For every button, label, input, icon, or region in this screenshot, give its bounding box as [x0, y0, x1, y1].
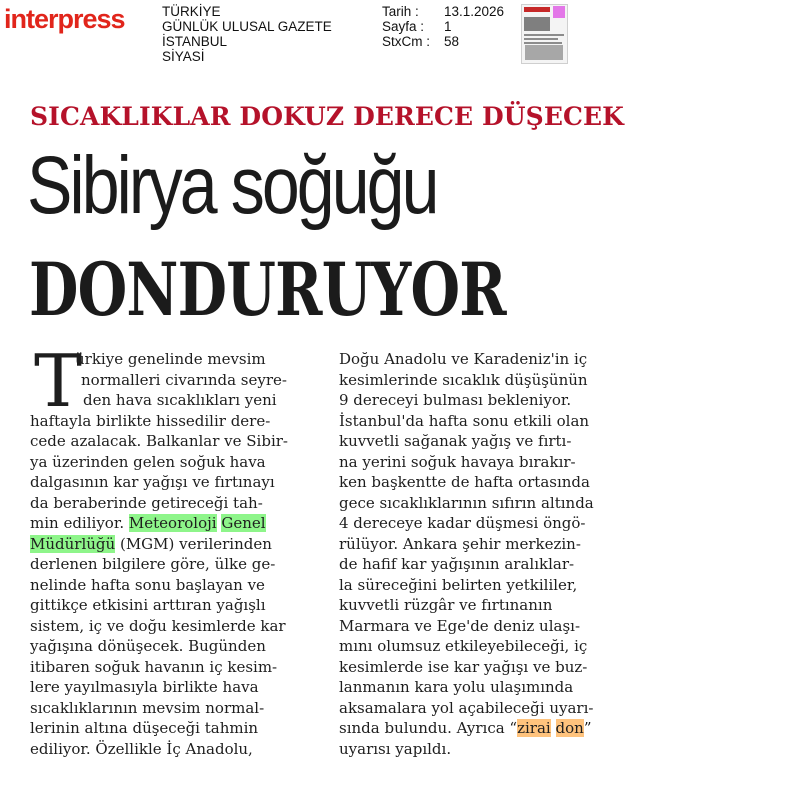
publication-city: İSTANBUL — [162, 34, 228, 49]
text-line: cede azalacak. Balkanlar ve Sibir- — [30, 432, 288, 450]
text-line: den hava sıcaklıkları yeni — [83, 391, 277, 409]
clipping-info — [382, 4, 504, 49]
page-label: Sayfa : — [382, 19, 425, 34]
text-line: da beraberinde getireceği tah- — [30, 493, 263, 512]
stxcm-label: StxCm : — [382, 34, 431, 49]
page-value: 1 — [444, 19, 452, 34]
text-line: sıcaklıklarının mevsim normal- — [30, 698, 265, 717]
keyword-highlight: zirai — [517, 719, 551, 737]
text-line: 9 dereceyi bulması bekleniyor. — [339, 391, 572, 409]
text-line: aksamalara yol açabileceği uyarı- — [339, 698, 594, 717]
interpress-logo: interpress — [4, 4, 125, 34]
date-label: Tarih : — [382, 4, 419, 19]
text-line: lanmanın kara yolu ulaşımında — [339, 678, 574, 696]
text-line: dalgasının kar yağışı ve fırtınayı — [30, 473, 275, 491]
thumbnail-text-line — [524, 34, 564, 36]
text-line: haftayla birlikte hissedilir dere- — [30, 411, 271, 430]
text-line: ken başkentte de hafta ortasında — [339, 473, 590, 491]
text-line — [30, 513, 315, 534]
keyword-highlight: Genel — [221, 514, 266, 532]
text-fragment: (MGM) verilerinden — [119, 534, 272, 553]
text-line: gece sıcaklıklarının sıfırın altında — [339, 493, 594, 512]
text-line: Doğu Anadolu ve Karadeniz'in iç — [339, 350, 588, 368]
text-line: derlenen bilgilere göre, ülke ge- — [30, 555, 276, 573]
text-line: sistem, iç ve doğu kesimlerde kar — [30, 616, 286, 635]
text-line: kuvvetli sağanak yağış ve fırtı- — [339, 432, 572, 450]
date-value: 13.1.2026 — [444, 4, 505, 19]
stxcm-row — [382, 34, 504, 49]
keyword-highlight: Müdürlüğü — [30, 534, 116, 553]
article-column-2 — [339, 349, 629, 759]
page-row — [382, 19, 504, 34]
drop-cap: T — [34, 339, 83, 423]
text-fragment: ” — [583, 719, 592, 737]
headline-line-1: Sibirya soğuğu — [27, 140, 437, 231]
page-thumbnail[interactable] — [521, 4, 568, 64]
text-line — [339, 718, 629, 739]
text-line: ürkiye genelinde mevsim — [75, 350, 266, 368]
text-line: yağışına dönüşecek. Bugünden — [30, 637, 266, 655]
text-line: mını olumsuz etkileyebileceği, iç — [339, 637, 588, 655]
text-line: rülüyor. Ankara şehir merkezin- — [339, 534, 581, 553]
text-line: la süreceğini belirten yetkililer, — [339, 575, 578, 594]
text-line: ediliyor. Özellikle İç Anadolu, — [30, 739, 253, 758]
headline-line-2: DONDURUYOR — [29, 247, 506, 333]
keyword-highlight: don — [555, 719, 584, 737]
publication-info — [162, 4, 332, 64]
text-line — [30, 534, 315, 555]
text-line: İstanbul'da hafta sonu etkili olan — [339, 411, 590, 430]
thumbnail-text-line — [524, 42, 562, 44]
text-line: normalleri civarında seyre- — [81, 370, 287, 389]
date-row — [382, 4, 504, 19]
text-fragment: sında bulundu. Ayrıca “ — [339, 719, 518, 737]
publication-type: GÜNLÜK ULUSAL GAZETE — [162, 19, 332, 34]
thumbnail-photo — [525, 45, 563, 60]
text-line: nelinde hafta sonu başlayan ve — [30, 575, 265, 594]
text-line: gittikçe etkisini arttıran yağışlı — [30, 596, 266, 614]
text-line: lerinin altına düşeceği tahmin — [30, 719, 259, 737]
text-line: Marmara ve Ege'de deniz ulaşı- — [339, 616, 581, 635]
text-line: itibaren soğuk havanın iç kesim- — [30, 657, 278, 676]
text-fragment: min ediliyor. — [30, 514, 125, 532]
article-column-1 — [30, 339, 315, 759]
publication-section: SİYASİ — [162, 49, 205, 64]
text-line: ya üzerinden gelen soğuk hava — [30, 452, 266, 471]
text-line: na yerini soğuk havaya bırakır- — [339, 452, 576, 471]
thumbnail-photo — [524, 17, 550, 31]
thumbnail-clip-marker — [553, 6, 565, 18]
publication-name: TÜRKİYE — [162, 4, 221, 19]
thumbnail-masthead — [524, 7, 550, 12]
text-line: 4 dereceye kadar düşmesi öngö- — [339, 514, 586, 532]
keyword-highlight: Meteoroloji — [128, 514, 217, 532]
text-line: uyarısı yapıldı. — [339, 739, 452, 758]
text-line: de hafif kar yağışının aralıklar- — [339, 555, 575, 573]
thumbnail-text-line — [524, 38, 558, 40]
stxcm-value: 58 — [444, 34, 460, 49]
text-line: lere yayılmasıyla birlikte hava — [30, 678, 259, 696]
text-line: kuvvetli rüzgâr ve fırtınanın — [339, 596, 553, 614]
article-kicker: SICAKLIKLAR DOKUZ DERECE DÜŞECEK — [30, 102, 624, 131]
text-line: kesimlerinde sıcaklık düşüşünün — [339, 370, 588, 389]
text-line: kesimlerde ise kar yağışı ve buz- — [339, 657, 588, 676]
